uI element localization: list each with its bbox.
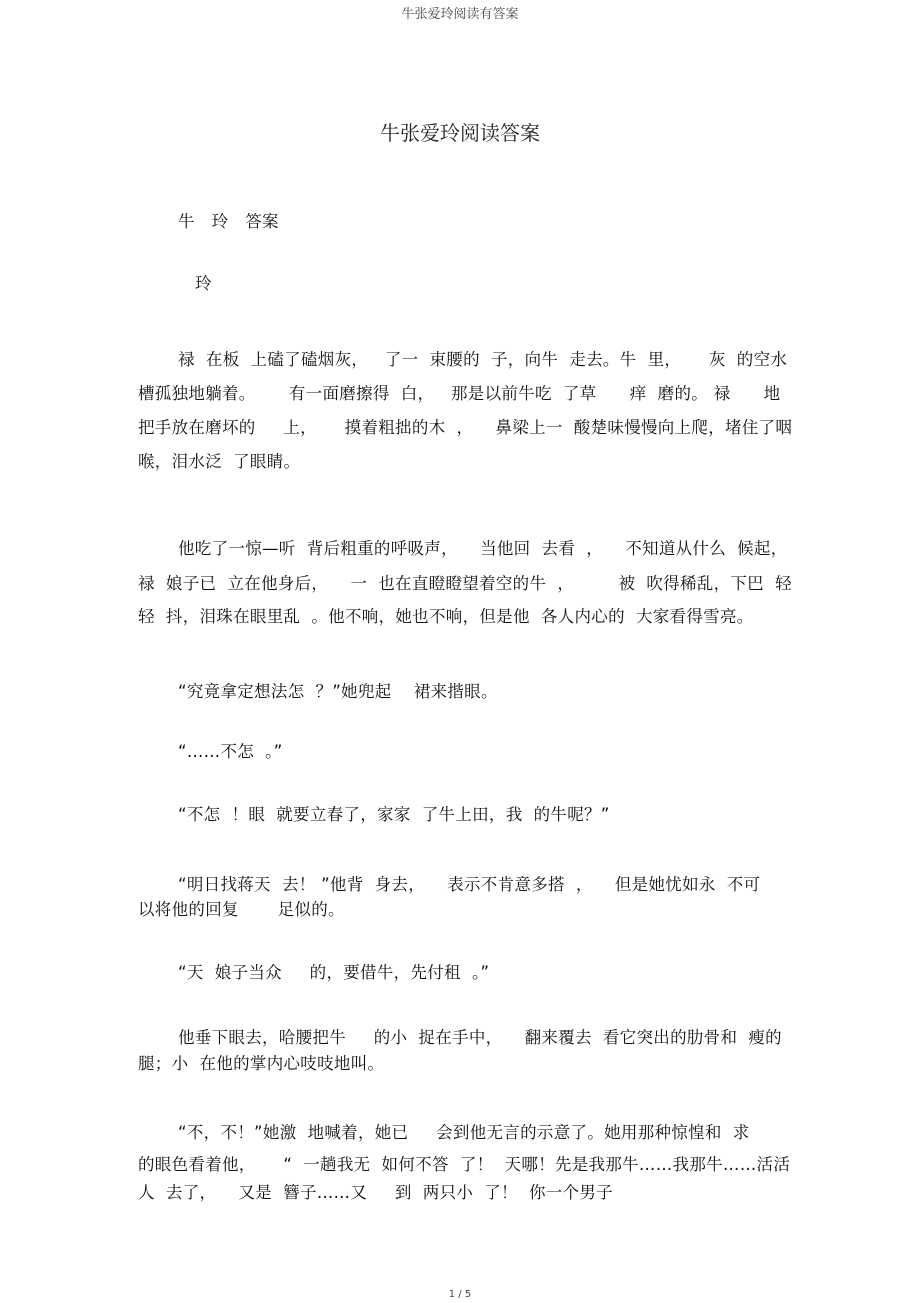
paragraph-line: “……不怎 。” — [178, 742, 283, 761]
paragraph-line: “不怎 ！眼 就要立春了，家家 了牛上田，我 的牛呢？” — [178, 805, 610, 824]
paragraph-line: 把手放在磨坏的 上， 摸着粗拙的木 ， 鼻梁上一 酸楚味慢慢向上爬，堵住了咽 — [138, 418, 793, 437]
subtitle: 牛 玲 答案 — [178, 212, 279, 231]
paragraph-line: 的眼色看着他， “ 一趟我无 如何不答 了！ 天哪！先是我那牛……我那牛……活活 — [138, 1155, 791, 1174]
author: 玲 — [195, 274, 212, 293]
page-number: 1 / 5 — [448, 1289, 472, 1300]
paragraph-line: 腿；小 在他的掌内心吱吱地叫。 — [138, 1054, 385, 1073]
paragraph-line: 槽孤独地躺着。 有一面磨擦得 白， 那是以前牛吃 了草 痒 磨的。 禄 地 — [138, 384, 781, 403]
paragraph-line: 他吃了一惊—听 背后粗重的呼吸声， 当他回 去看 ， 不知道从什么 候起， — [178, 539, 788, 558]
paragraph-line: 禄 娘子已 立在他身后， 一 也在直瞪瞪望着空的牛 ， 被 吹得稀乱，下巴 轻 — [138, 574, 792, 593]
paragraph-line: 他垂下眼去，哈腰把牛 的小 捉在手中， 翻来覆去 看它突出的肋骨和 瘦的 — [178, 1028, 782, 1047]
paragraph-line: “不，不！”她激 地喊着，她已 会到他无言的示意了。她用那种惊惶和 求 — [178, 1123, 750, 1142]
paragraph-line: 禄 在板 上磕了磕烟灰， 了一 束腰的 子，向牛 走去。牛 里， 灰 的空水 — [178, 350, 788, 369]
paragraph-line: 以将他的回复 足似的。 — [138, 900, 345, 919]
paragraph-line: “明日找蒋天 去！ ”他背 身去， 表示不肯意多搭 ， 但是她忧如永 不可 — [178, 875, 761, 894]
paragraph-line: 轻 抖，泪珠在眼里乱 。他不响，她也不响，但是他 各人内心的 大家看得雪亮。 — [138, 607, 754, 626]
paragraph-line: “天 娘子当众 的，要借牛，先付租 。” — [178, 963, 490, 982]
page-header: 牛张爱玲阅读有答案 — [401, 7, 519, 22]
paragraph-line: 人 去了， 又是 簪子……又 到 两只小 了！ 你一个男子 — [138, 1183, 613, 1202]
paragraph-line: “究竟拿定想法怎 ？”她兜起 裙来揩眼。 — [178, 682, 498, 701]
paragraph-line: 喉，泪水泛 了眼睛。 — [138, 452, 301, 471]
document-title: 牛张爱玲阅读答案 — [380, 121, 540, 145]
